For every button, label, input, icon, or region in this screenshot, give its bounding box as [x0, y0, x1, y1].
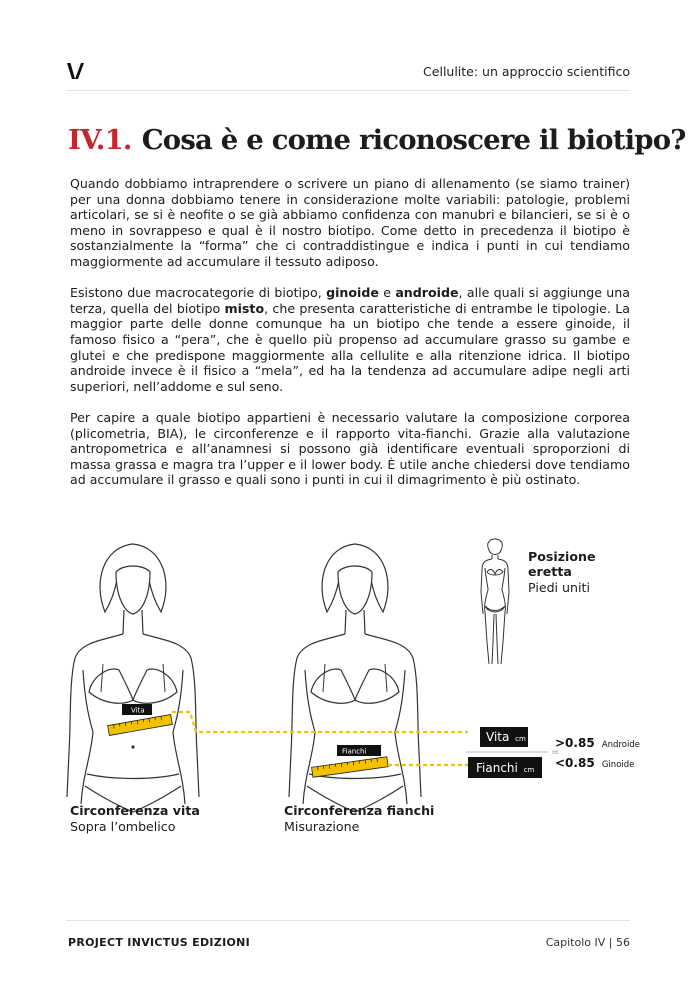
standing-figure: [481, 539, 509, 664]
ratio-numerator-unit: cm: [515, 735, 526, 743]
text-run: Esistono due macrocategorie di biotipo,: [70, 285, 327, 301]
ratio-denominator: Fianchi: [476, 761, 518, 775]
posture-subtitle: Piedi uniti: [528, 580, 590, 595]
paragraph: Per capire a quale biotipo appartieni è necessario valutare la composizione corporea (plicometria, BIA), le circonferenze e il rapporto vita-fianchi. Grazie alla valutazione antropometrica e all’anamnesi si possono già identificare eventuali sproporzioni di massa grassa e magra tra l’upper e il lower body. È utile anche chiedersi dove tendiamo ad accumulare il grasso e quali sono i punti in cui il dimagrimento è più ostinato.: [70, 409, 630, 488]
threshold-ginoide-value: <0.85: [555, 756, 595, 770]
section-number: IV.1.: [68, 124, 132, 156]
footer-publisher: PROJECT INVICTUS EDIZIONI: [68, 936, 251, 949]
footer-page-info: [546, 936, 630, 949]
publisher-logo: [66, 62, 86, 84]
threshold-androide-label: Androide: [601, 740, 640, 750]
caption-vita-sub: Sopra l’ombelico: [70, 819, 176, 834]
measuring-tape-hips: [312, 757, 389, 777]
page-number: 56: [616, 936, 630, 949]
caption-fianchi-title: Circonferenza fianchi: [284, 803, 435, 818]
term-misto: misto: [224, 300, 265, 316]
ratio-denominator-unit: cm: [523, 766, 535, 774]
body-text: [70, 176, 630, 503]
ratio-numerator: Vita: [486, 730, 510, 744]
footer-divider: [66, 920, 630, 921]
threshold-androide-value: >0.85: [555, 736, 595, 750]
posture-title-1: Posizione: [528, 549, 596, 564]
threshold-ginoide-label: Ginoide: [601, 760, 635, 770]
footer-chapter: Capitolo IV: [545, 936, 606, 949]
paragraph: Quando dobbiamo intraprendere o scrivere un piano di allenamento (se siamo trainer) per una donna dobbiamo tenere in considerazione molte variabili: patologie, problemi articolari, se si è neofite o se già abbiamo confidenza con manubri e bilancieri, se si è o meno in sovrappeso e qual è il nostro biotipo. Come detto in precedenza il biotipo è sostanzialmente la “forma” che ci contraddistingue e indica i punti in cui tendiamo maggiormente ad accumulare il tessuto adiposo.: [70, 176, 630, 269]
running-title: Cellulite: un approccio scientifico: [423, 64, 630, 79]
text-run: , alle quali si aggiunge una terza, quella del biotipo: [70, 285, 630, 316]
svg-text:>0.85 Androide: [555, 736, 640, 750]
term-androide: androide: [395, 285, 459, 301]
section-heading: [68, 124, 686, 156]
waist-connector: [172, 712, 468, 732]
caption-fianchi: [284, 803, 434, 835]
equals-sign: =: [551, 747, 560, 758]
caption-vita-title: Circonferenza vita: [70, 803, 200, 818]
tape-label-vita-text: Vita: [131, 706, 145, 715]
logo-icon: [66, 62, 86, 80]
header-divider: [66, 90, 630, 91]
footer-separator: |: [608, 936, 613, 949]
paragraph: [70, 285, 630, 394]
measuring-tape-waist: [108, 715, 173, 736]
term-ginoide: ginoide: [326, 285, 379, 301]
svg-text:<0.85 Ginoide: [555, 756, 634, 770]
posture-title-2: eretta: [528, 564, 572, 579]
svg-text:Vita: [131, 707, 145, 715]
section-title: Cosa è e come riconoscere il biotipo?: [141, 124, 686, 156]
text-run: , che presenta caratteristiche di entrambe le tipologie. La maggior parte delle donne comunque ha un biotipo che tende a essere ginoide, il famoso fisico a “pera”, che è quello più propenso ad accumulare grasso su gambe e glutei e che predispone maggiormente alla cellulite e alla ritenzione idrica. Il biotipo androide invece è il fisico a “mela”, ed ha la tendenza ad accumulare adipe negli arti superiori, nell’addome e sul seno.: [70, 300, 630, 394]
caption-vita: [70, 803, 200, 835]
svg-text:Fianchi: [342, 748, 366, 756]
tape-label-fianchi-text: Fianchi: [342, 747, 367, 756]
text-run: e: [378, 285, 396, 301]
caption-fianchi-sub: Misurazione: [284, 819, 360, 834]
